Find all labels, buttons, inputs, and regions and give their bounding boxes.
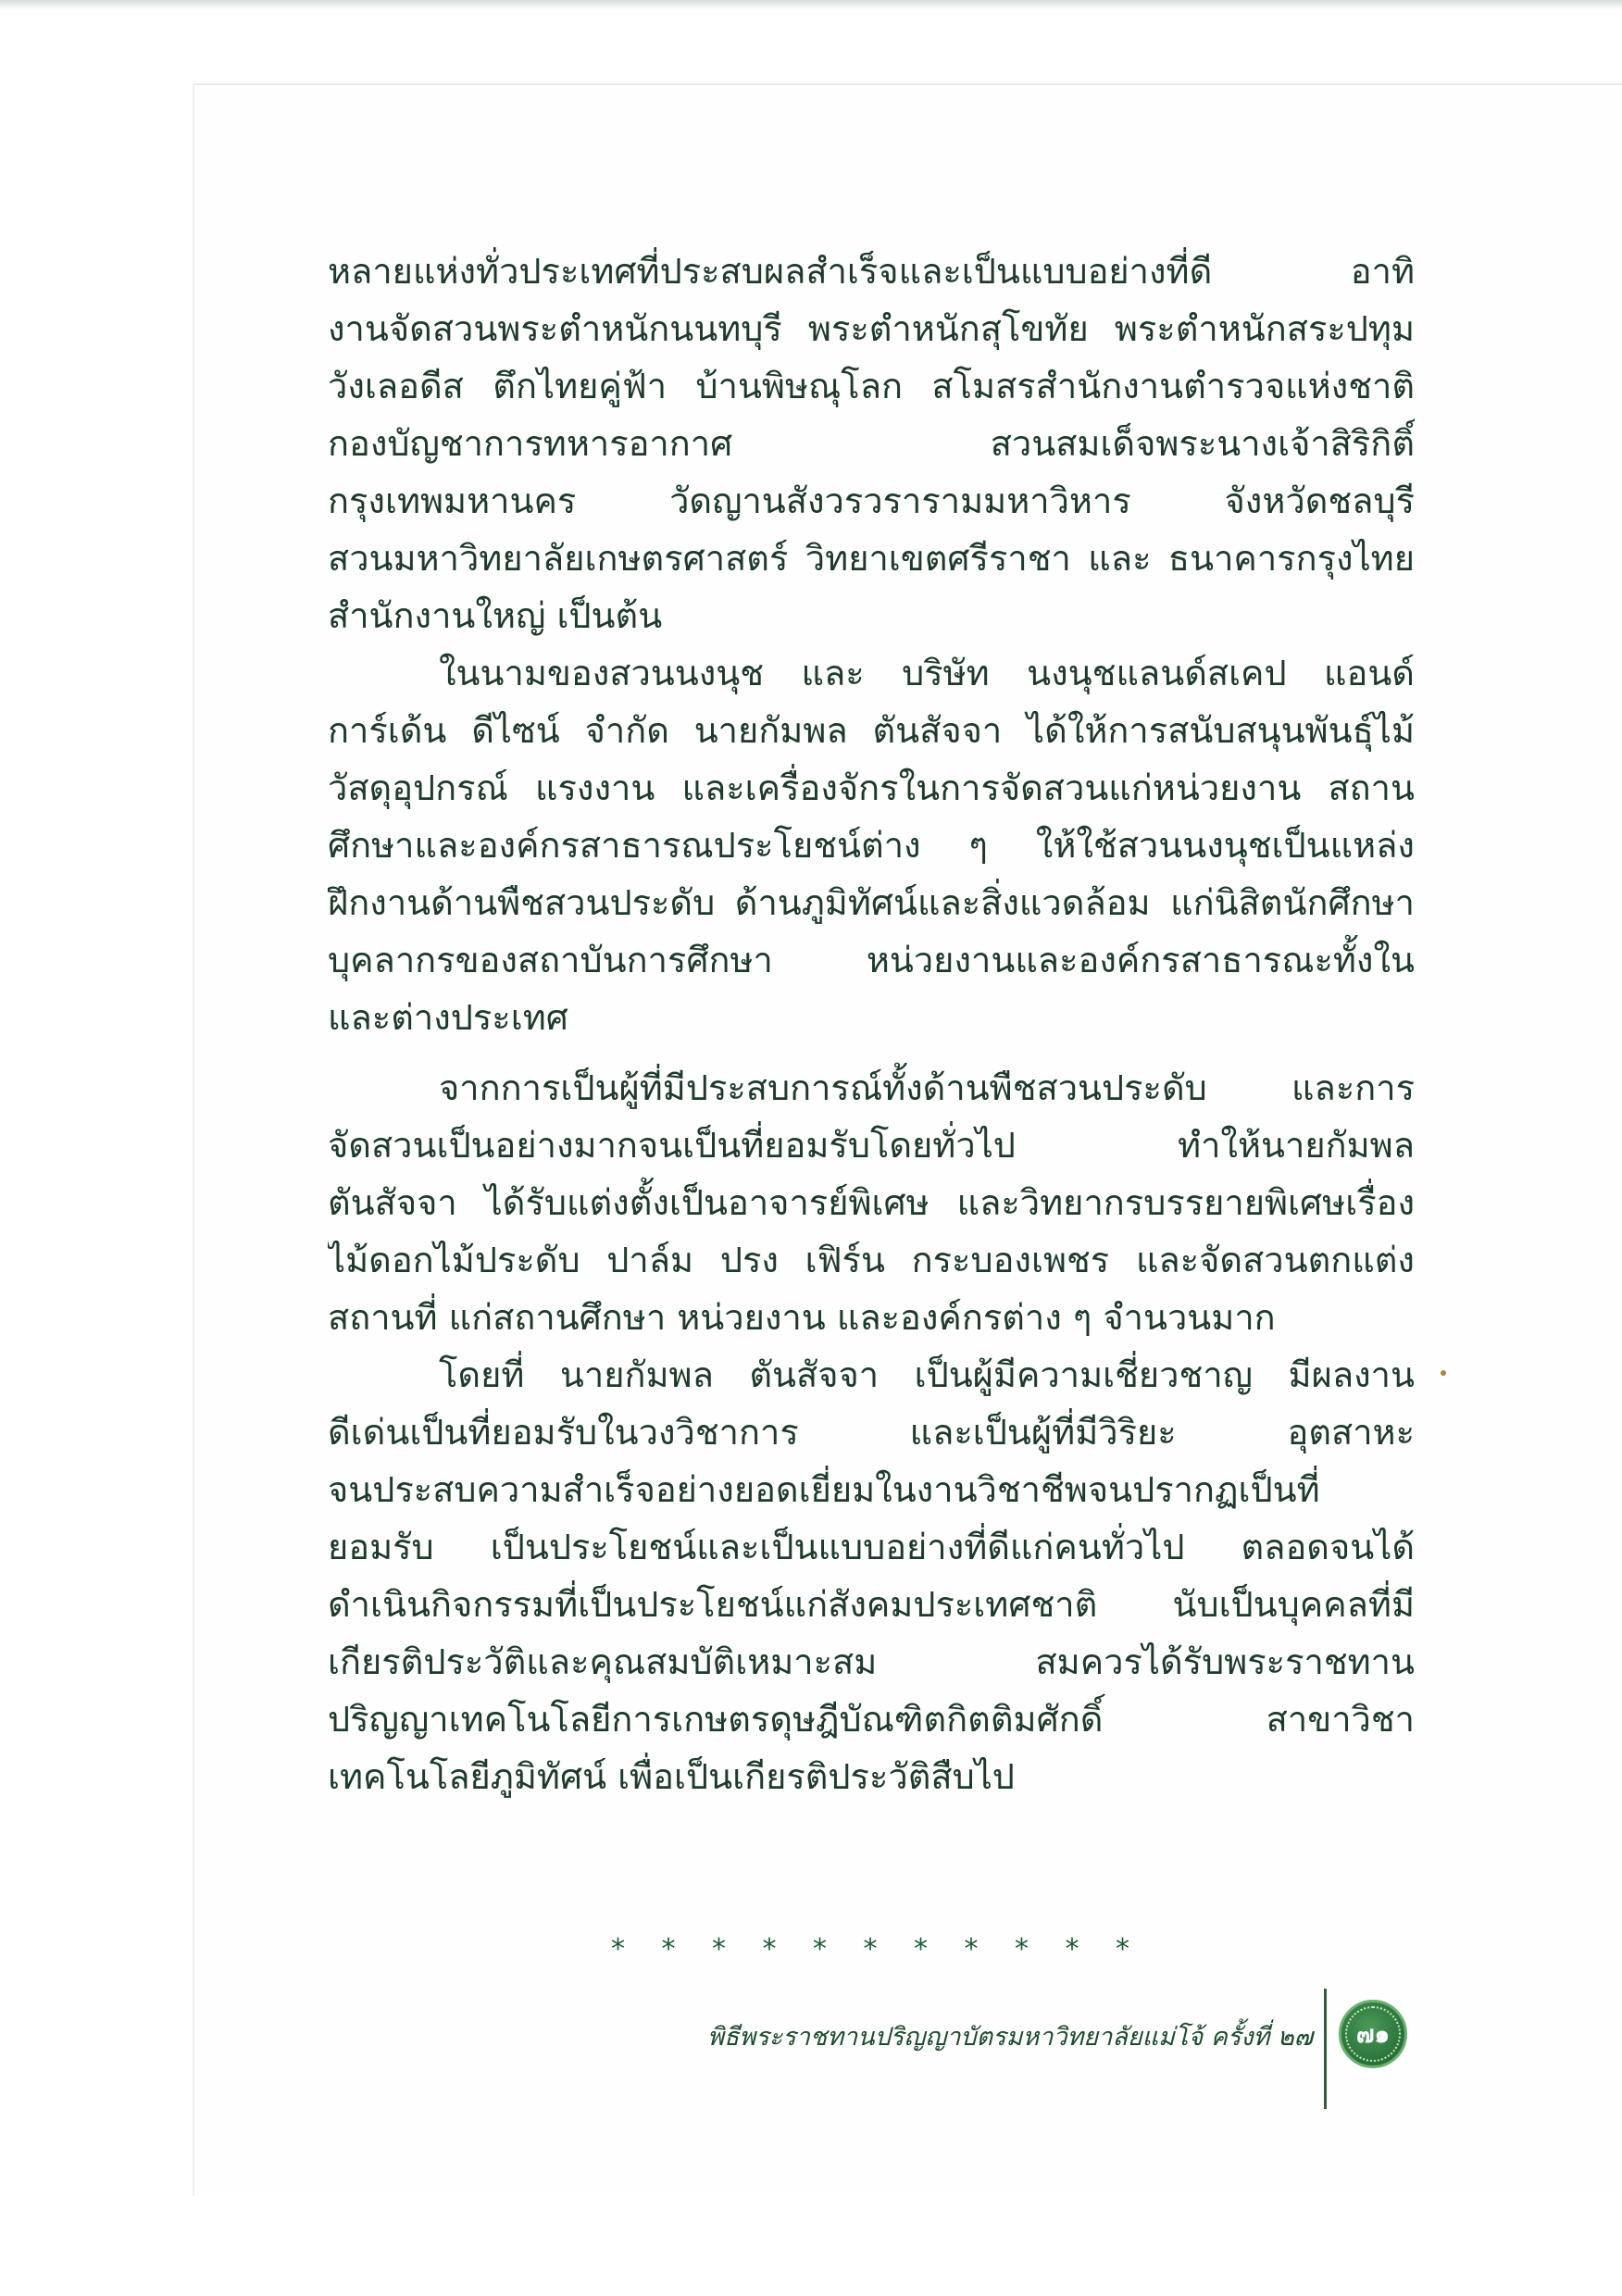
text-line: กรุงเทพมหานคร วัดญานสังวรวรารามมหาวิหาร จังหวัดชลบุรี bbox=[328, 480, 1415, 521]
text-line: จากการเป็นผู้ที่มีประสบการณ์ทั้งด้านพืชสวนประดับ และการ bbox=[439, 1067, 1415, 1108]
text-line: ปริญญาเทคโนโลยีการเกษตรดุษฎีบัณฑิตกิตติมศักดิ์ สาขาวิชา bbox=[328, 1699, 1415, 1740]
text-line: ศึกษาและองค์กรสาธารณประโยชน์ต่าง ๆ ให้ใช้สวนนงนุชเป็นแหล่ง bbox=[328, 825, 1415, 866]
text-line: ฝึกงานด้านพืชสวนประดับ ด้านภูมิทัศน์และสิ่งแวดล้อม แก่นิสิตนักศึกษา bbox=[328, 882, 1415, 923]
text-line: จัดสวนเป็นอย่างมากจนเป็นที่ยอมรับโดยทั่วไป ทำให้นายกัมพล bbox=[328, 1125, 1415, 1166]
text-line: ในนามของสวนนงนุช และ บริษัท นงนุชแลนด์สเคป แอนด์ bbox=[439, 653, 1415, 693]
text-line: จนประสบความสำเร็จอย่างยอดเยี่ยมในงานวิชาชีพจนปรากฏเป็นที่ bbox=[328, 1469, 1320, 1510]
text-line: หลายแห่งทั่วประเทศที่ประสบผลสำเร็จและเป็นแบบอย่างที่ดี อาทิ bbox=[328, 251, 1415, 292]
text-line: บุคลากรของสถาบันการศึกษา หน่วยงานและองค์กรสาธารณะทั้งใน bbox=[328, 940, 1415, 980]
text-line: โดยที่ นายกัมพล ตันสัจจา เป็นผู้มีความเชี่ยวชาญ มีผลงาน bbox=[439, 1354, 1415, 1395]
body-text bbox=[328, 243, 1415, 1805]
scan-edge-shadow bbox=[0, 0, 1622, 9]
page-number-seal bbox=[1339, 2000, 1407, 2068]
text-line: กองบัญชาการทหารอากาศ สวนสมเด็จพระนางเจ้าสิริกิติ์ bbox=[328, 423, 1415, 464]
scan-speck bbox=[1441, 1370, 1446, 1376]
page-number: ๗๑ bbox=[1345, 2006, 1401, 2062]
text-line: ดำเนินกิจกรรมที่เป็นประโยชน์แก่สังคมประเทศชาติ นับเป็นบุคคลที่มี bbox=[328, 1584, 1415, 1625]
text-line: เทคโนโลยีภูมิทัศน์ เพื่อเป็นเกียรติประวัติสืบไป bbox=[328, 1756, 1015, 1797]
text-line: การ์เด้น ดีไซน์ จำกัด นายกัมพล ตันสัจจา ได้ให้การสนับสนุนพันธุ์ไม้ bbox=[328, 710, 1415, 751]
text-line: งานจัดสวนพระตำหนักนนทบุรี พระตำหนักสุโขทัย พระตำหนักสระปทุม bbox=[328, 308, 1415, 349]
text-line: ดีเด่นเป็นที่ยอมรับในวงวิชาการ และเป็นผู้ที่มีวิริยะ อุตสาหะ bbox=[328, 1412, 1415, 1453]
text-line: เกียรติประวัติและคุณสมบัติเหมาะสม สมควรได้รับพระราชทาน bbox=[328, 1641, 1415, 1682]
text-line: สวนมหาวิทยาลัยเกษตรศาสตร์ วิทยาเขตศรีราชา และ ธนาคารกรุงไทย bbox=[328, 538, 1415, 579]
text-line: วังเลอดีส ตึกไทยคู่ฟ้า บ้านพิษณุโลก สโมสรสำนักงานตำรวจแห่งชาติ bbox=[328, 366, 1415, 406]
footer-vertical-rule bbox=[1324, 1989, 1327, 2109]
text-line: และต่างประเทศ bbox=[328, 997, 568, 1038]
text-line: ไม้ดอกไม้ประดับ ปาล์ม ปรง เฟิร์น กระบองเพชร และจัดสวนตกแต่ง bbox=[328, 1240, 1415, 1280]
text-line: สถานที่ แก่สถานศึกษา หน่วยงาน และองค์กรต่าง ๆ จำนวนมาก bbox=[328, 1297, 1276, 1338]
text-line: ตันสัจจา ได้รับแต่งตั้งเป็นอาจารย์พิเศษ และวิทยากรบรรยายพิเศษเรื่อง bbox=[328, 1182, 1415, 1223]
footer-caption: พิธีพระราชทานปริญญาบัตรมหาวิทยาลัยแม่โจ้ ครั้งที่ ๒๗ bbox=[707, 2023, 1313, 2052]
text-line: ยอมรับ เป็นประโยชน์และเป็นแบบอย่างที่ดีแก่คนทั่วไป ตลอดจนได้ bbox=[328, 1527, 1415, 1567]
text-line: วัสดุอุปกรณ์ แรงงาน และเครื่องจักรในการจัดสวนแก่หน่วยงาน สถาน bbox=[328, 767, 1415, 808]
section-divider-stars: * * * * * * * * * * * bbox=[611, 1933, 1129, 1965]
text-line: สำนักงานใหญ่ เป็นต้น bbox=[328, 595, 663, 636]
